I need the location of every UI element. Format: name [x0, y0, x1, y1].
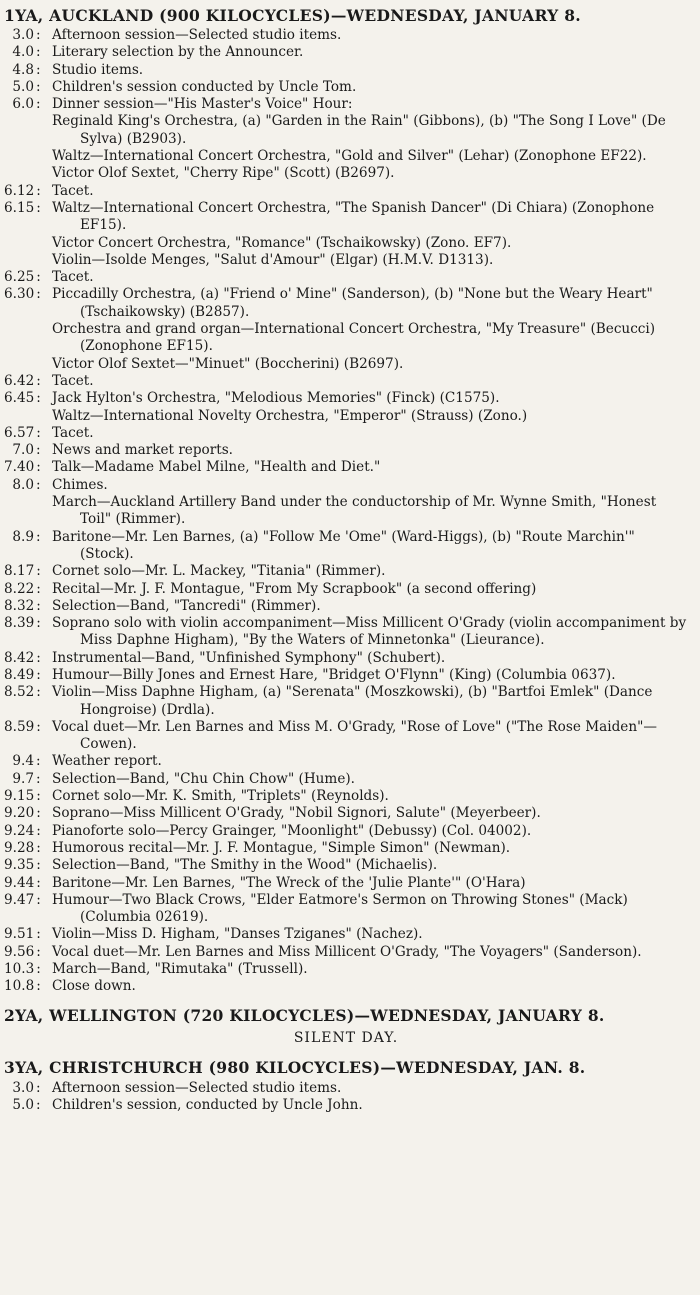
entry-time-separator: : [36, 961, 41, 978]
entry-time [4, 840, 48, 857]
programme-1ya-entry [4, 148, 688, 165]
programme-1ya-entry [4, 425, 688, 442]
schedule-1ya [4, 27, 688, 996]
entry-time-value: 9.51 [4, 926, 35, 943]
programme-3ya-entry [4, 1080, 688, 1097]
entry-time-value: 5.0 [12, 78, 34, 95]
entry-time [4, 425, 48, 442]
entry-time-separator: : [36, 857, 41, 874]
entry-text: Instrumental—Band, "Unfinished Symphony" (Schubert). [52, 649, 446, 666]
entry-text: Reginald King's Orchestra, (a) "Garden in the Rain" (Gibbons), (b) "The Song I Love" (De Sylva) (B2903). [52, 113, 666, 147]
entry-time-separator: : [36, 27, 41, 43]
entry-text: Tacet. [52, 182, 94, 199]
entry-text: Tacet. [52, 424, 94, 441]
entry-time-separator: : [36, 96, 41, 113]
entry-time [4, 961, 48, 978]
programme-1ya-entry [4, 650, 688, 667]
programme-1ya-entry [4, 529, 688, 564]
entry-time-value: 5.0 [12, 1096, 34, 1113]
programme-3ya-entry [4, 1097, 688, 1114]
entry-time-value: 8.32 [4, 597, 35, 614]
entry-time-value: 6.57 [4, 424, 35, 441]
programme-1ya-entry [4, 840, 688, 857]
entry-time-separator: : [36, 770, 41, 787]
entry-time [4, 719, 48, 754]
entry-time-separator: : [36, 943, 41, 960]
programme-1ya-entry [4, 183, 688, 200]
programme-1ya-entry [4, 442, 688, 459]
entry-time [4, 753, 48, 770]
programme-1ya-entry [4, 581, 688, 598]
entry-time-separator: : [36, 580, 41, 597]
entry-time-separator: : [36, 528, 41, 545]
entry-time-value: 9.47 [4, 891, 35, 908]
entry-text: Children's session conducted by Uncle Tom. [52, 78, 357, 95]
entry-time [4, 96, 48, 113]
entry-text: March—Band, "Rimutaka" (Trussell). [52, 961, 308, 978]
entry-time [4, 27, 48, 44]
entry-time-value: 9.44 [4, 874, 35, 891]
entry-time [4, 1097, 48, 1114]
entry-time [4, 805, 48, 822]
entry-text: Waltz—International Concert Orchestra, "Gold and Silver" (Lehar) (Zonophone EF22). [52, 148, 647, 165]
programme-1ya-entry [4, 892, 688, 927]
entry-time-separator: : [36, 563, 41, 580]
entry-time-value: 10.3 [4, 961, 35, 978]
programme-1ya-entry [4, 823, 688, 840]
entry-text: Vocal duet—Mr. Len Barnes and Miss M. O'Grady, "Rose of Love" ("The Rose Maiden"—Cowen). [52, 718, 657, 753]
entry-text: Piccadilly Orchestra, (a) "Friend o' Mine" (Sanderson), (b) "None but the Weary Heart" (Tschaikowsky) (B2857). [52, 286, 653, 320]
entry-text: Soprano—Miss Millicent O'Grady, "Nobil Signori, Salute" (Meyerbeer). [52, 805, 541, 822]
entry-time-separator: : [36, 372, 41, 389]
entry-text: Selection—Band, "Chu Chin Chow" (Hume). [52, 770, 355, 787]
entry-text: Victor Olof Sextet—"Minuet" (Boccherini) (B2697). [52, 355, 404, 372]
entry-time-separator: : [36, 891, 41, 908]
entry-text: Baritone—Mr. Len Barnes, (a) "Follow Me 'Ome" (Ward-Higgs), (b) "Route Marchin'" (Stock). [52, 528, 635, 562]
programme-1ya-entry [4, 615, 688, 650]
entry-time-value: 6.12 [4, 182, 35, 199]
entry-time [4, 529, 48, 564]
station-heading-3ya: 3YA, CHRISTCHURCH (980 KILOCYCLES)—WEDNESDAY, JAN. 8. [4, 1057, 586, 1077]
entry-time-value: 9.28 [4, 839, 35, 856]
entry-time-separator: : [36, 649, 41, 666]
entry-text: Pianoforte solo—Percy Grainger, "Moonlight" (Debussy) (Col. 04002). [52, 822, 532, 839]
programme-1ya-entry [4, 477, 688, 494]
entry-text: Jack Hylton's Orchestra, "Melodious Memories" (Finck) (C1575). [52, 390, 500, 407]
entry-time [4, 857, 48, 874]
entry-time-value: 8.0 [12, 476, 34, 493]
entry-time-value: 7.40 [4, 459, 35, 476]
entry-text: Studio items. [52, 61, 144, 78]
programme-1ya-entry [4, 771, 688, 788]
programme-1ya-entry [4, 286, 688, 321]
entry-time-separator: : [36, 926, 41, 943]
entry-text: Soprano solo with violin accompaniment—Miss Millicent O'Grady (violin accompaniment by Miss Daphne Higham), "By the Waters of Minnetonka" (Lieurance). [52, 615, 687, 649]
programme-1ya-entry [4, 62, 688, 79]
entry-time [4, 286, 48, 321]
entry-time-separator: : [36, 753, 41, 770]
entry-text: March—Auckland Artillery Band under the conductorship of Mr. Wynne Smith, "Honest Toil" (Rimmer). [52, 494, 657, 528]
programme-1ya-entry [4, 408, 688, 425]
entry-text: Chimes. [52, 476, 108, 493]
entry-time-separator: : [36, 199, 41, 216]
entry-text: Tacet. [52, 372, 94, 389]
entry-time [4, 823, 48, 840]
programme-1ya-entry [4, 79, 688, 96]
programme-1ya-entry [4, 788, 688, 805]
schedule-3ya [4, 1080, 688, 1115]
entry-text: Literary selection by the Announcer. [52, 44, 304, 61]
entry-time-value: 8.42 [4, 649, 35, 666]
entry-time-separator: : [36, 978, 41, 995]
silent-day-label: SILENT DAY. [293, 1029, 399, 1046]
programme-1ya-entry [4, 165, 688, 182]
programme-1ya-entry [4, 684, 688, 719]
entry-time-separator: : [36, 459, 41, 476]
programme-1ya-entry [4, 96, 688, 113]
programme-1ya-entry [4, 944, 688, 961]
entry-time-separator: : [36, 718, 41, 735]
entry-text: Violin—Isolde Menges, "Salut d'Amour" (Elgar) (H.M.V. D1313). [52, 251, 494, 268]
entry-time-value: 4.0 [12, 44, 34, 61]
entry-time [4, 477, 48, 494]
programme-1ya-entry [4, 356, 688, 373]
entry-time [4, 978, 48, 995]
entry-text: Waltz—International Concert Orchestra, "The Spanish Dancer" (Di Chiara) (Zonophone EF15). [52, 199, 655, 234]
entry-time [4, 926, 48, 943]
entry-time-value: 8.59 [4, 718, 35, 735]
entry-text: Victor Olof Sextet, "Cherry Ripe" (Scott) (B2697). [52, 165, 395, 182]
entry-text: Children's session, conducted by Uncle John. [52, 1096, 363, 1113]
entry-time [4, 598, 48, 615]
entry-time [4, 788, 48, 805]
entry-time [4, 183, 48, 200]
entry-time-separator: : [36, 1096, 41, 1113]
entry-text: Violin—Miss Daphne Higham, (a) "Serenata" (Moszkowski), (b) "Bartfoi Emlek" (Dance Hongroise) (Drdla). [52, 684, 653, 718]
entry-time [4, 200, 48, 235]
programme-1ya-entry [4, 494, 688, 529]
entry-time-value: 9.20 [4, 805, 35, 822]
entry-time-separator: : [36, 615, 41, 632]
entry-time-separator: : [36, 182, 41, 199]
programme-1ya-entry [4, 719, 688, 754]
entry-text: Humour—Billy Jones and Ernest Hare, "Bridget O'Flynn" (King) (Columbia 0637). [52, 666, 616, 683]
entry-time-value: 6.25 [4, 269, 35, 286]
entry-text: Selection—Band, "Tancredi" (Rimmer). [52, 597, 321, 614]
entry-text: Orchestra and grand organ—International Concert Orchestra, "My Treasure" (Becucci) (Zonophone EF15). [52, 321, 656, 355]
programme-1ya-entry [4, 252, 688, 269]
programme-1ya-entry [4, 373, 688, 390]
entry-time [4, 44, 48, 61]
entry-time-separator: : [36, 61, 41, 78]
programme-1ya-entry [4, 667, 688, 684]
entry-time-value: 6.0 [12, 96, 34, 113]
programme-1ya-entry [4, 563, 688, 580]
entry-time-separator: : [36, 684, 41, 701]
programme-1ya-entry [4, 459, 688, 476]
entry-time-separator: : [36, 44, 41, 61]
programme-1ya-entry [4, 926, 688, 943]
entry-time [4, 442, 48, 459]
entry-time-separator: : [36, 1079, 41, 1096]
entry-time-value: 8.9 [12, 528, 34, 545]
entry-text: Violin—Miss D. Higham, "Danses Tziganes" (Nachez). [52, 926, 423, 943]
entry-text: Recital—Mr. J. F. Montague, "From My Scrapbook" (a second offering) [52, 580, 537, 597]
programme-1ya-entry [4, 113, 688, 148]
programme-1ya-entry [4, 753, 688, 770]
entry-time-separator: : [36, 839, 41, 856]
entry-time-separator: : [36, 476, 41, 493]
entry-time-separator: : [36, 269, 41, 286]
entry-time [4, 373, 48, 390]
entry-text: Selection—Band, "The Smithy in the Wood" (Michaelis). [52, 857, 438, 874]
programme-1ya-entry [4, 598, 688, 615]
entry-text: Weather report. [52, 753, 162, 770]
programme-1ya-entry [4, 321, 688, 356]
entry-text: Afternoon session—Selected studio items. [52, 1079, 342, 1096]
entry-text: Humorous recital—Mr. J. F. Montague, "Simple Simon" (Newman). [52, 839, 511, 856]
entry-time-separator: : [36, 805, 41, 822]
station-heading-2ya: 2YA, WELLINGTON (720 KILOCYCLES)—WEDNESDAY, JANUARY 8. [4, 1005, 605, 1025]
entry-time-value: 8.49 [4, 666, 35, 683]
entry-text: Waltz—International Novelty Orchestra, "Emperor" (Strauss) (Zono.) [52, 407, 528, 424]
entry-time-value: 8.17 [4, 563, 35, 580]
entry-time [4, 269, 48, 286]
entry-time-value: 9.24 [4, 822, 35, 839]
entry-text: Vocal duet—Mr. Len Barnes and Miss Millicent O'Grady, "The Voyagers" (Sanderson). [52, 943, 642, 960]
entry-time [4, 650, 48, 667]
entry-time-value: 6.45 [4, 390, 35, 407]
station-heading-1ya: 1YA, AUCKLAND (900 KILOCYCLES)—WEDNESDAY, JANUARY 8. [4, 6, 582, 25]
entry-text: Tacet. [52, 269, 94, 286]
programme-1ya-entry [4, 961, 688, 978]
programme-1ya-entry [4, 978, 688, 995]
entry-time [4, 581, 48, 598]
entry-text: Baritone—Mr. Len Barnes, "The Wreck of the 'Julie Plante'" (O'Hara) [52, 874, 526, 891]
entry-time-value: 9.56 [4, 943, 35, 960]
entry-time [4, 62, 48, 79]
entry-text: Dinner session—"His Master's Voice" Hour: [52, 96, 353, 113]
entry-time-value: 8.22 [4, 580, 35, 597]
entry-text: Victor Concert Orchestra, "Romance" (Tschaikowsky) (Zono. EF7). [52, 234, 512, 251]
entry-time-separator: : [36, 442, 41, 459]
entry-time-value: 9.35 [4, 857, 35, 874]
entry-time-separator: : [36, 597, 41, 614]
programme-1ya-entry [4, 269, 688, 286]
entry-text: Talk—Madame Mabel Milne, "Health and Diet." [52, 459, 381, 476]
entry-time-value: 4.8 [12, 61, 34, 78]
entry-time [4, 771, 48, 788]
entry-text: Close down. [52, 978, 136, 995]
entry-time [4, 875, 48, 892]
programme-1ya-entry [4, 200, 688, 235]
programme-1ya-entry [4, 875, 688, 892]
entry-time [4, 390, 48, 407]
entry-text: Humour—Two Black Crows, "Elder Eatmore's Sermon on Throwing Stones" (Mack) (Columbia 02619). [52, 891, 628, 926]
programme-1ya-entry [4, 235, 688, 252]
entry-time-value: 8.52 [4, 684, 35, 701]
entry-time-separator: : [36, 424, 41, 441]
entry-time-value: 9.4 [12, 753, 34, 770]
entry-time [4, 79, 48, 96]
entry-time [4, 667, 48, 684]
entry-time-value: 6.30 [4, 286, 35, 303]
entry-text: Cornet solo—Mr. L. Mackey, "Titania" (Rimmer). [52, 563, 386, 580]
entry-time-separator: : [36, 788, 41, 805]
entry-time [4, 944, 48, 961]
programme-1ya-entry [4, 857, 688, 874]
entry-time-value: 6.42 [4, 372, 35, 389]
entry-time-separator: : [36, 390, 41, 407]
entry-text: Cornet solo—Mr. K. Smith, "Triplets" (Reynolds). [52, 788, 389, 805]
entry-time-value: 3.0 [12, 27, 34, 43]
entry-time-value: 9.15 [4, 788, 35, 805]
entry-time-value: 9.7 [12, 770, 34, 787]
programme-1ya-entry [4, 44, 688, 61]
entry-time [4, 684, 48, 719]
station-3ya [4, 1058, 688, 1115]
entry-time-separator: : [36, 666, 41, 683]
entry-time-value: 7.0 [12, 442, 34, 459]
station-2ya [4, 1006, 688, 1048]
entry-time-value: 8.39 [4, 615, 35, 632]
entry-time-value: 6.15 [4, 199, 35, 216]
entry-time-value: 10.8 [4, 978, 35, 995]
entry-time [4, 615, 48, 650]
entry-time [4, 563, 48, 580]
programme-1ya-entry [4, 390, 688, 407]
entry-text: News and market reports. [52, 442, 233, 459]
programme-1ya-entry [4, 27, 688, 44]
entry-time-separator: : [36, 78, 41, 95]
entry-time-separator: : [36, 874, 41, 891]
entry-time [4, 892, 48, 927]
entry-time [4, 459, 48, 476]
programme-1ya-entry [4, 805, 688, 822]
entry-time [4, 1080, 48, 1097]
entry-time-separator: : [36, 286, 41, 303]
station-1ya [4, 6, 688, 996]
entry-time-separator: : [36, 822, 41, 839]
entry-time-value: 3.0 [12, 1079, 34, 1096]
entry-text: Afternoon session—Selected studio items. [52, 27, 342, 43]
